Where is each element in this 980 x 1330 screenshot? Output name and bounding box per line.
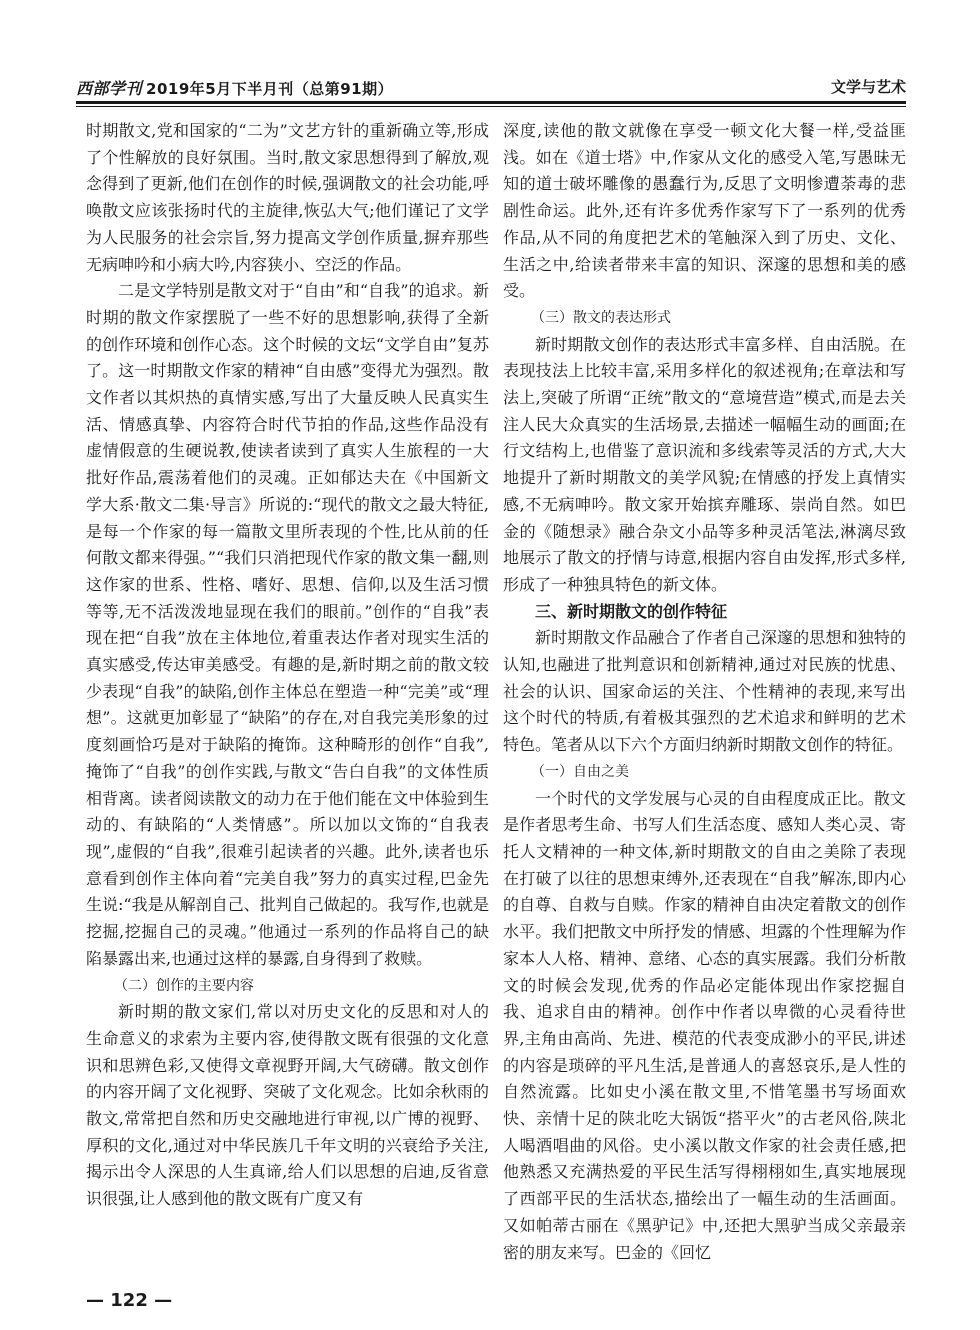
paragraph-continued: 深度,读他的散文就像在享受一顿文化大餐一样,受益匪浅。如在《道士塔》中,作家从文化的感受入笔,写愚昧无知的道士破坏雕像的愚蠢行为,反思了文明惨遭荼毒的悲剧性命运。此外,还有许多优秀作家写下了一系列的优秀作品,从不同的角度把艺术的笔触深入到了历史、文化、生活之中,给读者带来丰富的知识、深邃的思想和美的感受。 xyxy=(503,121,906,301)
journal-title xyxy=(76,76,393,99)
paragraph: 新时期散文作品融合了作者自己深邃的思想和独特的认知,也融进了批判意识和创新精神,通过对民族的忧患、社会的认识、国家命运的关注、个性精神的表现,来写出这个时代的特质,有着极其强烈的艺术追求和鲜明的艺术特色。笔者从以下六个方面归纳新时期散文创作的特征。 xyxy=(503,628,906,755)
left-column xyxy=(86,118,489,1213)
subsection-heading: （一）自由之美 xyxy=(531,763,629,780)
paragraph: 一个时代的文学发展与心灵的自由程度成正比。散文是作者思考生命、书写人们生活态度、感知人类心灵、寄托人文精神的一种文体,新时期散文的自由之美除了表现在打破了以往的思想束缚外,还表现在“自我”解冻,即内心的自尊、自救与自赎。作家的精神自由决定着散文的创作水平。我们把散文中所抒发的情感、坦露的个性理解为作家本人人格、精神、意绪、心态的真实展露。我们分析散文的时候会发现,优秀的作品必定能体现出作家挖掘自我、追求自由的精神。创作中作者以卑微的心灵看待世界,主角由高尚、先进、模范的代表变成渺小的平民,讲述的内容是琐碎的平凡生活,是普通人的喜怒哀乐,是人性的自然流露。比如史小溪在散文里,不惜笔墨书写场面欢快、亲情十足的陕北吃大锅饭“搭平火”的古老风俗,陕北人喝酒唱曲的风俗。史小溪以散文作家的社会责任感,把他熟悉又充满热爱的平民生活写得栩栩如生,真实地展现了西部平民的生活状态,描绘出了一幅生动的生活画面。又如帕蒂古丽在《黑驴记》中,还把大黑驴当成父亲最亲密的朋友来写。巴金的《回忆 xyxy=(503,788,906,1262)
paragraph: 新时期的散文家们,常以对历史文化的反思和对人的生命意义的求索为主要内容,使得散文既有很强的文化意识和思辨色彩,又使得文章视野开阔,大气磅礴。散文创作的内容开阔了文化视野、突破了文化观念。比如余秋雨的散文,常常把自然和历史交融地进行审视,以广博的视野、厚积的文化,通过对中华民族几千年文明的兴衰给予关注,揭示出令人深思的人生真谛,给人们以思想的启迪,反省意识很强,让人感到他的散文既有广度又有 xyxy=(86,1002,489,1209)
right-column xyxy=(503,118,906,1266)
subsection-heading: （三）散文的表达形式 xyxy=(531,309,671,326)
section-heading: 三、新时期散文的创作特征 xyxy=(535,601,728,621)
journal-logo: 西部学刊 xyxy=(76,79,143,98)
paragraph: 新时期散文创作的表达形式丰富多样、自由活脱。在表现技法上比较丰富,采用多样化的叙述视角;在章法和写法上,突破了所谓“正统”散文的“意境营造”模式,而是去关注人民大众真实的生活场景,去描述一幅幅生动的画面;在行文结构上,也借鉴了意识流和多线索等灵活的方式,大大地提升了新时期散文的美学风貌;在情感的抒发上真情实感,不无病呻吟。散文家开始摈弃雕琢、崇尚自然。如巴金的《随想录》融合杂文小品等多种灵活笔法,淋漓尽致地展示了散文的抒情与诗意,根据内容自由发挥,形式多样,形成了一种独具特色的新文体。 xyxy=(503,334,906,594)
journal-issue: 2019年5月下半月刊（总第91期） xyxy=(146,80,394,98)
header-rule-thin xyxy=(76,106,906,107)
section-name: 文学与艺术 xyxy=(830,78,906,96)
page-number: — 122 — xyxy=(86,1290,173,1311)
paragraph-continued: 时期散文,党和国家的“二为”文艺方针的重新确立等,形成了个性解放的良好氛围。当时,散文家思想得到了解放,观念得到了更新,他们在创作的时候,强调散文的社会功能,呼唤散文应该张扬时代的主旋律,恢弘大气;他们谨记了文学为人民服务的社会宗旨,努力提高文学创作质量,摒弃那些无病呻吟和小病大吟,内容狭小、空泛的作品。 xyxy=(86,121,489,274)
subsection-heading: （二）创作的主要内容 xyxy=(114,977,254,994)
page-header xyxy=(76,70,906,100)
paragraph: 二是文学特别是散文对于“自由”和“自我”的追求。新时期的散文作家摆脱了一些不好的思想影响,获得了全新的创作环境和创作心态。这个时候的文坛“文学自由”复苏了。这一时期散文作家的精神“自由感”变得尤为强烈。散文作者以其炽热的真情实感,写出了大量反映人民真实生活、情感真挚、内容符合时代节拍的作品,这些作品没有虚情假意的生硬说教,使读者读到了真实人生旅程的一大批好作品,震荡着他们的灵魂。正如郁达夫在《中国新文学大系·散文二集·导言》所说的:“现代的散文之最大特征,是每一个作家的每一篇散文里所表现的个性,比从前的任何散文都来得强。”“我们只消把现代作家的散文集一翻,则这作家的世系、性格、嗜好、思想、信仰,以及生活习惯等等,无不活泼泼地显现在我们的眼前。”创作的“自我”表现在把“自我”放在主体地位,着重表达作者对现实生活的真实感受,传达审美感受。有趣的是,新时期之前的散文较少表现“自我”的缺陷,创作主体总在塑造一种“完美”或“理想”。这就更加彰显了“缺陷”的存在,对自我完美形象的过度刻画恰巧是对于缺陷的掩饰。这种畸形的创作“自我”,掩饰了“自我”的创作实践,与散文“告白自我”的文体性质相背离。读者阅读散文的动力在于他们能在文中体验到生动的、有缺陷的“人类情感”。所以加以文饰的“自我表现”,虚假的“自我”,很难引起读者的兴趣。此外,读者也乐意看到创作主体向着“完美自我”努力的真实过程,巴金先生说:“我是从解剖自己、批判自己做起的。我写作,也就是挖掘,挖掘自己的灵魂。”他通过一系列的作品将自己的缺陷暴露出来,也通过这样的暴露,自身得到了救赎。 xyxy=(86,281,489,968)
header-rule-thick xyxy=(76,101,906,104)
